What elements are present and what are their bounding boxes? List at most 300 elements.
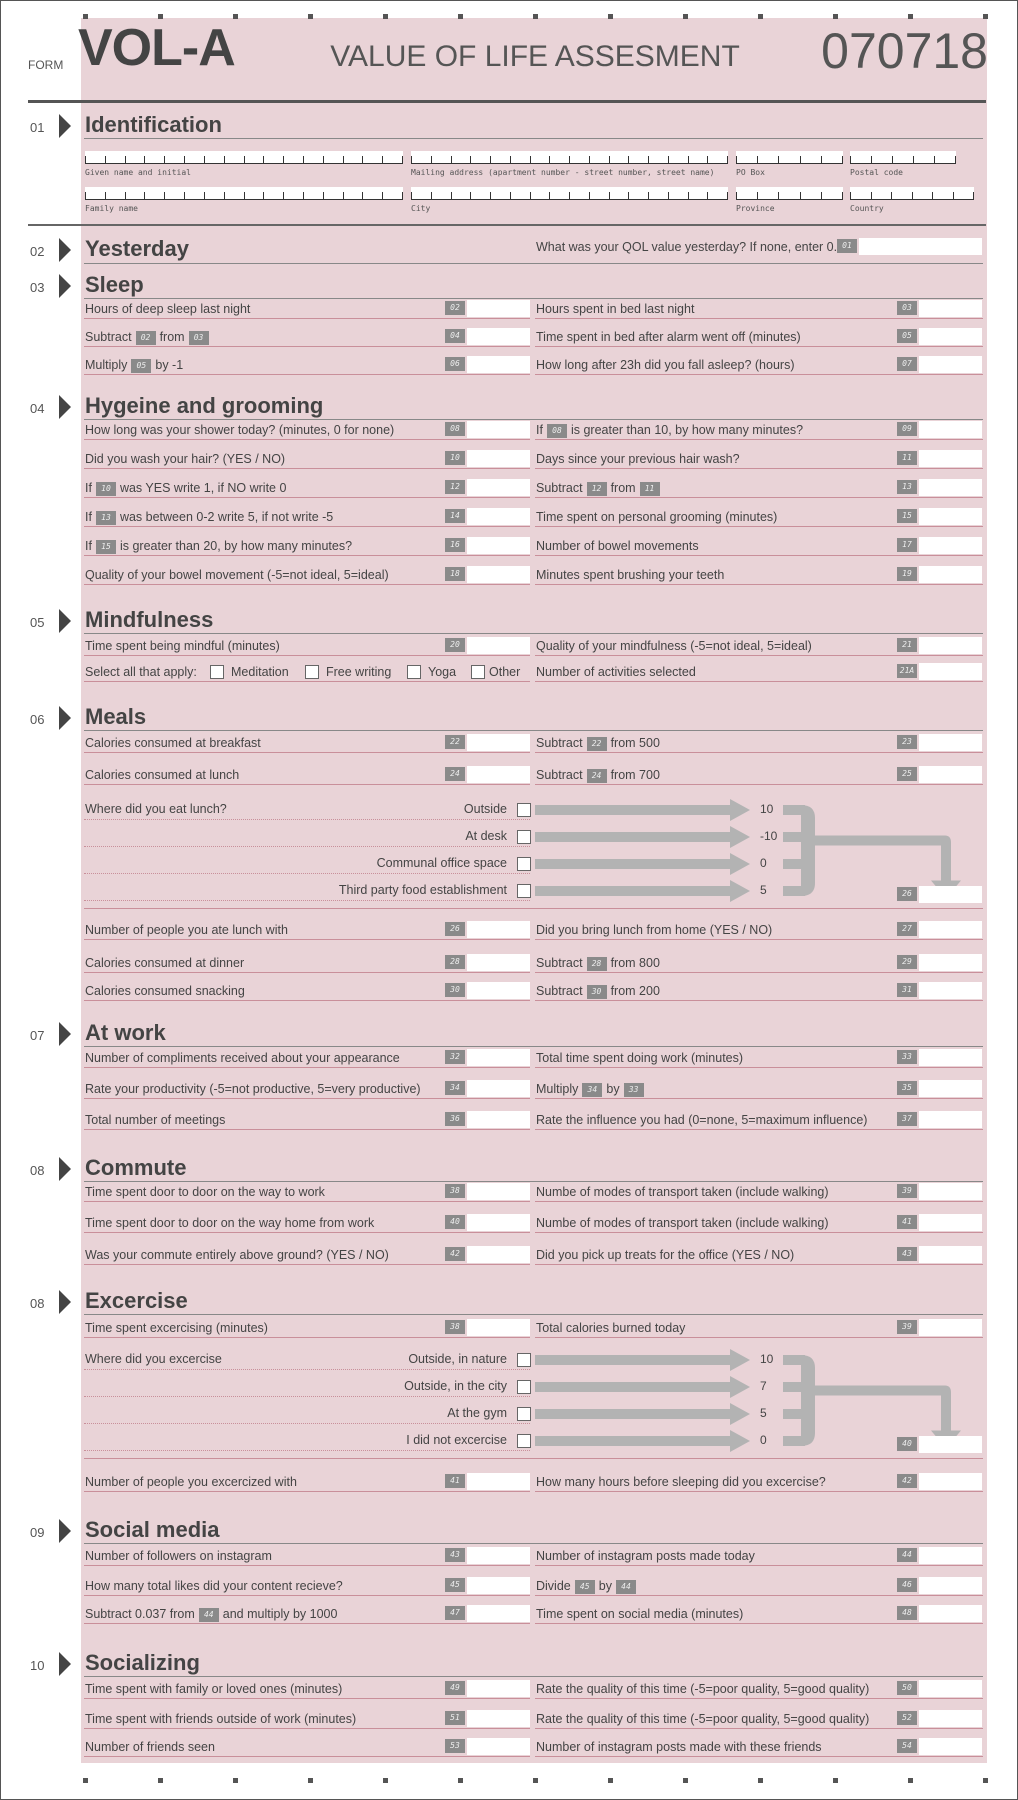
section-number: 08 xyxy=(30,1163,45,1178)
row-underline xyxy=(535,374,983,375)
field-badge: 43 xyxy=(445,1548,465,1562)
answer-field[interactable] xyxy=(919,1738,982,1755)
answer-field[interactable] xyxy=(467,1319,530,1336)
answer-field[interactable] xyxy=(919,637,982,654)
answer-field[interactable] xyxy=(919,1049,982,1066)
answer-field[interactable] xyxy=(467,1080,530,1097)
tick-mark xyxy=(850,192,851,199)
lunch-question: Where did you eat lunch? xyxy=(85,802,227,816)
tick-mark xyxy=(283,156,284,163)
id-field-caption: Given name and initial xyxy=(85,168,191,177)
section-arrow-icon xyxy=(59,274,71,298)
field-badge: 52 xyxy=(897,1711,917,1725)
tick-mark xyxy=(402,156,403,163)
answer-field[interactable] xyxy=(467,637,530,654)
field-badge: 31 xyxy=(897,983,917,997)
perforation-dot xyxy=(683,1778,688,1783)
id-input-field[interactable] xyxy=(411,151,728,164)
row-underline xyxy=(535,318,983,319)
row-underline xyxy=(535,1756,983,1757)
tick-mark xyxy=(668,156,669,163)
tick-mark xyxy=(184,192,185,199)
answer-field[interactable] xyxy=(467,734,530,751)
tick-mark xyxy=(382,156,383,163)
field-badge: 25 xyxy=(897,767,917,781)
row-underline xyxy=(535,655,983,656)
answer-field[interactable] xyxy=(467,479,530,496)
field-badge: 39 xyxy=(897,1184,917,1198)
right-arrow-icon xyxy=(535,880,750,902)
perforation-dot xyxy=(533,1778,538,1783)
field-badge: 29 xyxy=(897,955,917,969)
perforation-dot xyxy=(158,14,163,19)
field-badge: 43 xyxy=(897,1247,917,1261)
activity-checkbox[interactable] xyxy=(305,665,319,679)
row-underline xyxy=(84,784,530,785)
answer-field[interactable] xyxy=(919,1183,982,1200)
section-title-yesterday: Yesterday xyxy=(85,236,189,261)
tick-mark xyxy=(549,156,550,163)
answer-field[interactable] xyxy=(467,1111,530,1128)
row-underline xyxy=(84,752,530,753)
identification-rule xyxy=(28,224,986,226)
field-badge: 47 xyxy=(445,1606,465,1620)
field-badge: 46 xyxy=(897,1578,917,1592)
tick-mark xyxy=(144,192,145,199)
tick-mark xyxy=(842,192,843,199)
section-rule xyxy=(84,1046,983,1047)
field-badge: 01 xyxy=(837,239,857,253)
question-label: Multiply 05 by -1 xyxy=(85,358,184,372)
tick-mark xyxy=(125,192,126,199)
answer-field[interactable] xyxy=(467,921,530,938)
answer-field[interactable] xyxy=(919,1214,982,1231)
inline-field-ref: 34 xyxy=(582,1083,602,1097)
row-underline xyxy=(535,784,983,785)
exercise-option-checkbox[interactable] xyxy=(517,1434,531,1448)
question-label: Subtract 02 from 03 xyxy=(85,330,213,345)
question-label: Did you pick up treats for the office (YES / NO) xyxy=(536,1248,795,1262)
row-underline xyxy=(535,439,983,440)
row-underline xyxy=(84,1491,530,1492)
answer-field[interactable] xyxy=(919,1605,982,1622)
id-input-field[interactable] xyxy=(736,187,843,200)
right-arrow-icon xyxy=(535,1376,750,1398)
inline-field-ref: 44 xyxy=(199,1608,219,1622)
question-label: Rate the influence you had (0=none, 5=maximum influence) xyxy=(536,1113,868,1127)
row-underline xyxy=(535,1232,983,1233)
row-underline xyxy=(84,1623,530,1624)
exercise-option-value: 0 xyxy=(760,1433,767,1447)
answer-field[interactable] xyxy=(919,450,982,467)
tick-mark xyxy=(589,156,590,163)
exercise-option-value: 7 xyxy=(760,1379,767,1393)
answer-field[interactable] xyxy=(919,1473,982,1490)
row-underline xyxy=(84,1565,530,1566)
field-badge: 07 xyxy=(897,357,917,371)
lunch-option-checkbox[interactable] xyxy=(517,857,531,871)
perforation-dot xyxy=(833,14,838,19)
perforation-dot xyxy=(458,14,463,19)
perforation-dot xyxy=(158,1778,163,1783)
field-badge: 45 xyxy=(445,1578,465,1592)
header-rule xyxy=(28,100,986,103)
question-label: Minutes spent brushing your teeth xyxy=(536,568,725,582)
lunch-option-checkbox[interactable] xyxy=(517,830,531,844)
section-number: 10 xyxy=(30,1658,45,1673)
row-underline xyxy=(535,1000,983,1001)
field-badge: 13 xyxy=(897,480,917,494)
inline-field-ref: 28 xyxy=(587,957,607,971)
answer-field[interactable] xyxy=(467,508,530,525)
id-input-field[interactable] xyxy=(411,187,728,200)
section-title-meals: Meals xyxy=(85,704,147,729)
row-underline xyxy=(84,1129,530,1130)
answer-field[interactable] xyxy=(467,1577,530,1594)
tick-mark xyxy=(224,156,225,163)
answer-field[interactable] xyxy=(919,886,982,903)
row-underline xyxy=(535,1595,983,1596)
answer-field[interactable] xyxy=(919,356,982,373)
field-badge: 28 xyxy=(445,955,465,969)
id-input-field[interactable] xyxy=(850,187,974,200)
question-label: Subtract 22 from 500 xyxy=(536,736,660,750)
tick-mark xyxy=(736,192,737,199)
lunch-option-value: 5 xyxy=(760,883,767,897)
row-underline xyxy=(84,1264,530,1265)
row-underline xyxy=(535,584,983,585)
answer-field[interactable] xyxy=(919,1111,982,1128)
answer-field[interactable] xyxy=(919,982,982,999)
exercise-option-checkbox[interactable] xyxy=(517,1407,531,1421)
lunch-option-checkbox[interactable] xyxy=(517,884,531,898)
answer-field[interactable] xyxy=(467,566,530,583)
inline-field-ref: 30 xyxy=(587,985,607,999)
answer-field[interactable] xyxy=(467,1049,530,1066)
right-arrow-icon xyxy=(535,1349,750,1371)
section-arrow-icon xyxy=(59,1652,71,1676)
row-underline xyxy=(535,681,983,682)
field-badge: 48 xyxy=(897,1606,917,1620)
question-label: Days since your previous hair wash? xyxy=(536,452,740,466)
field-badge: 39 xyxy=(897,1320,917,1334)
perforation-dot xyxy=(308,14,313,19)
answer-field[interactable] xyxy=(919,1436,982,1453)
tick-mark xyxy=(164,192,165,199)
lunch-option-value: 0 xyxy=(760,856,767,870)
question-label: Subtract 0.037 from 44 and multiply by 1000 xyxy=(85,1607,338,1621)
form-number: 070718 xyxy=(821,23,988,79)
question-label: Hours of deep sleep last night xyxy=(85,302,251,316)
right-arrow-icon xyxy=(535,799,750,821)
answer-field[interactable] xyxy=(919,479,982,496)
tick-mark xyxy=(955,156,956,163)
tick-mark xyxy=(871,156,872,163)
question-label: How long was your shower today? (minutes, 0 for none) xyxy=(85,423,395,437)
field-badge: 24 xyxy=(445,767,465,781)
id-field-caption: Country xyxy=(850,204,884,213)
answer-field[interactable] xyxy=(919,766,982,783)
row-underline xyxy=(84,939,530,940)
tick-mark xyxy=(569,192,570,199)
row-underline xyxy=(84,1337,530,1338)
id-input-field[interactable] xyxy=(736,151,843,164)
tick-mark xyxy=(402,192,403,199)
tick-mark xyxy=(871,192,872,199)
section-arrow-icon xyxy=(59,238,71,262)
tick-mark xyxy=(85,192,86,199)
row-underline xyxy=(84,439,530,440)
question-label: Subtract 24 from 700 xyxy=(536,768,660,782)
exercise-option-checkbox[interactable] xyxy=(517,1353,531,1367)
lunch-option-label: At desk xyxy=(465,829,507,843)
section-number: 02 xyxy=(30,244,45,259)
answer-field[interactable] xyxy=(919,537,982,554)
perforation-dot xyxy=(83,1778,88,1783)
section-title-exercise: Excercise xyxy=(85,1288,188,1313)
tick-mark xyxy=(283,192,284,199)
row-underline xyxy=(84,1698,530,1699)
question-label: If 15 is greater than 20, by how many minutes? xyxy=(85,539,353,553)
answer-field[interactable] xyxy=(467,954,530,971)
question-label: Numbe of modes of transport taken (include walking) xyxy=(536,1216,829,1230)
perforation-dot xyxy=(908,14,913,19)
tick-mark xyxy=(470,156,471,163)
tick-mark xyxy=(362,192,363,199)
question-label: Total time spent doing work (minutes) xyxy=(536,1051,744,1065)
field-badge: 35 xyxy=(897,1081,917,1095)
answer-field[interactable] xyxy=(919,1710,982,1727)
exercise-arrows xyxy=(535,1339,975,1474)
activity-option-label: Yoga xyxy=(428,665,457,679)
tick-mark xyxy=(263,192,264,199)
field-badge: 20 xyxy=(445,638,465,652)
row-underline xyxy=(535,1491,983,1492)
exercise-option-value: 5 xyxy=(760,1406,767,1420)
tick-mark xyxy=(85,156,86,163)
row-underline xyxy=(84,497,530,498)
activity-checkbox[interactable] xyxy=(471,665,485,679)
id-input-field[interactable] xyxy=(850,151,956,164)
inline-field-ref: 10 xyxy=(96,482,116,496)
answer-field[interactable] xyxy=(919,734,982,751)
activity-checkbox[interactable] xyxy=(210,665,224,679)
row-underline xyxy=(535,1698,983,1699)
tick-mark xyxy=(549,192,550,199)
answer-field[interactable] xyxy=(919,300,982,317)
answer-field[interactable] xyxy=(919,663,982,680)
field-badge: 54 xyxy=(897,1739,917,1753)
answer-field[interactable] xyxy=(467,1738,530,1755)
tick-mark xyxy=(757,156,758,163)
tick-mark xyxy=(648,156,649,163)
tick-mark xyxy=(244,192,245,199)
perforation-dot xyxy=(383,1778,388,1783)
answer-field[interactable] xyxy=(467,300,530,317)
section-number: 05 xyxy=(30,615,45,630)
field-badge: 42 xyxy=(897,1474,917,1488)
row-underline xyxy=(535,1623,983,1624)
right-arrow-icon xyxy=(535,1403,750,1425)
section-number: 03 xyxy=(30,280,45,295)
lunch-option-label: Third party food establishment xyxy=(338,883,507,897)
tick-mark xyxy=(628,192,629,199)
perforation-dot xyxy=(608,1778,613,1783)
dotted-rule xyxy=(84,1369,530,1370)
answer-field[interactable] xyxy=(467,421,530,438)
row-underline xyxy=(84,374,530,375)
answer-field[interactable] xyxy=(467,1473,530,1490)
section-title-commute: Commute xyxy=(85,1155,187,1180)
exercise-option-checkbox[interactable] xyxy=(517,1380,531,1394)
field-badge: 11 xyxy=(897,451,917,465)
exercise-question: Where did you excercise xyxy=(85,1352,222,1366)
exercise-option-label: Outside, in the city xyxy=(404,1379,507,1393)
question-label: How long after 23h did you fall asleep? (hours) xyxy=(536,358,795,372)
tick-mark xyxy=(411,192,412,199)
activity-option-label: Meditation xyxy=(231,665,289,679)
row-underline xyxy=(84,318,530,319)
answer-field[interactable] xyxy=(467,356,530,373)
answer-field[interactable] xyxy=(919,954,982,971)
id-field-caption: PO Box xyxy=(736,168,765,177)
field-badge: 16 xyxy=(445,538,465,552)
answer-field[interactable] xyxy=(467,1246,530,1263)
section-title-mindfulness: Mindfulness xyxy=(85,607,214,632)
answer-field[interactable] xyxy=(919,508,982,525)
lunch-option-value: 10 xyxy=(760,802,774,816)
field-badge: 15 xyxy=(897,509,917,523)
answer-field[interactable] xyxy=(919,328,982,345)
question-label: If 08 is greater than 10, by how many minutes? xyxy=(536,423,804,437)
answer-field[interactable] xyxy=(467,1680,530,1697)
tick-mark xyxy=(144,156,145,163)
field-badge: 21 xyxy=(897,638,917,652)
perforation-dot xyxy=(683,14,688,19)
inline-field-ref: 33 xyxy=(624,1083,644,1097)
tick-mark xyxy=(510,156,511,163)
question-label: Number of compliments received about your appearance xyxy=(85,1051,400,1065)
tick-mark xyxy=(850,156,851,163)
answer-field[interactable] xyxy=(919,1680,982,1697)
answer-field[interactable] xyxy=(467,1214,530,1231)
exercise-option-label: At the gym xyxy=(447,1406,507,1420)
activity-checkbox[interactable] xyxy=(407,665,421,679)
question-label: Calories consumed snacking xyxy=(85,984,245,998)
perforation-dot xyxy=(233,1778,238,1783)
answer-field[interactable] xyxy=(919,1577,982,1594)
tick-mark xyxy=(707,156,708,163)
section-title-social-media: Social media xyxy=(85,1517,220,1542)
question-label: Quality of your mindfulness (-5=not ideal, 5=ideal) xyxy=(536,639,812,653)
answer-field[interactable] xyxy=(467,537,530,554)
tick-mark xyxy=(303,192,304,199)
perforation-dot xyxy=(833,1778,838,1783)
row-underline xyxy=(535,1129,983,1130)
answer-field[interactable] xyxy=(919,1547,982,1564)
row-underline xyxy=(535,939,983,940)
perforation-dot xyxy=(233,14,238,19)
right-arrow-icon xyxy=(535,1430,750,1452)
answer-field[interactable] xyxy=(919,1319,982,1336)
field-badge: 34 xyxy=(445,1081,465,1095)
yesterday-qol-field[interactable] xyxy=(859,238,982,255)
inline-field-ref: 11 xyxy=(640,482,660,496)
dotted-rule xyxy=(84,1423,530,1424)
answer-field[interactable] xyxy=(467,328,530,345)
tick-mark xyxy=(736,156,737,163)
tick-mark xyxy=(490,192,491,199)
field-badge: 40 xyxy=(897,1437,917,1451)
question-label: Rate the quality of this time (-5=poor quality, 5=good quality) xyxy=(536,1712,870,1726)
row-underline xyxy=(535,555,983,556)
answer-field[interactable] xyxy=(919,921,982,938)
field-badge: 41 xyxy=(897,1215,917,1229)
row-underline xyxy=(535,1098,983,1099)
perforation-dot xyxy=(458,1778,463,1783)
question-label: Divide 45 by 44 xyxy=(536,1579,640,1594)
tick-mark xyxy=(609,156,610,163)
tick-mark xyxy=(800,192,801,199)
answer-field[interactable] xyxy=(467,1710,530,1727)
section-rule xyxy=(84,1676,983,1677)
answer-field[interactable] xyxy=(919,1080,982,1097)
tick-mark xyxy=(411,156,412,163)
perforation-dot xyxy=(533,14,538,19)
tick-mark xyxy=(244,156,245,163)
field-badge: 37 xyxy=(897,1112,917,1126)
row-underline xyxy=(84,1067,530,1068)
row-underline xyxy=(535,972,983,973)
id-input-field[interactable] xyxy=(85,187,403,200)
answer-field[interactable] xyxy=(467,982,530,999)
tick-mark xyxy=(821,156,822,163)
field-badge: 22 xyxy=(445,735,465,749)
id-input-field[interactable] xyxy=(85,151,403,164)
answer-field[interactable] xyxy=(919,1246,982,1263)
question-label: Was your commute entirely above ground? (YES / NO) xyxy=(85,1248,389,1262)
tick-mark xyxy=(727,156,728,163)
tick-mark xyxy=(913,156,914,163)
tick-mark xyxy=(932,192,933,199)
field-badge: 19 xyxy=(897,567,917,581)
tick-mark xyxy=(530,192,531,199)
question-label: Subtract 28 from 800 xyxy=(536,956,660,970)
section-arrow-icon xyxy=(59,1157,71,1181)
tick-mark xyxy=(953,192,954,199)
answer-field[interactable] xyxy=(919,421,982,438)
question-label: Time spent door to door on the way home from work xyxy=(85,1216,375,1230)
row-underline xyxy=(535,1565,983,1566)
lunch-option-label: Communal office space xyxy=(376,856,507,870)
tick-mark xyxy=(431,156,432,163)
perforation-dot xyxy=(83,14,88,19)
answer-field[interactable] xyxy=(467,1605,530,1622)
answer-field[interactable] xyxy=(467,1547,530,1564)
row-underline xyxy=(84,468,530,469)
answer-field[interactable] xyxy=(467,766,530,783)
answer-field[interactable] xyxy=(467,1183,530,1200)
id-field-caption: Mailing address (apartment number - street number, street name) xyxy=(411,168,715,177)
inline-field-ref: 15 xyxy=(96,540,116,554)
question-label: How many total likes did your content recieve? xyxy=(85,1579,343,1593)
answer-field[interactable] xyxy=(919,566,982,583)
answer-field[interactable] xyxy=(467,450,530,467)
lunch-option-checkbox[interactable] xyxy=(517,803,531,817)
field-badge: 04 xyxy=(445,329,465,343)
tick-mark xyxy=(707,192,708,199)
field-badge: 06 xyxy=(445,357,465,371)
